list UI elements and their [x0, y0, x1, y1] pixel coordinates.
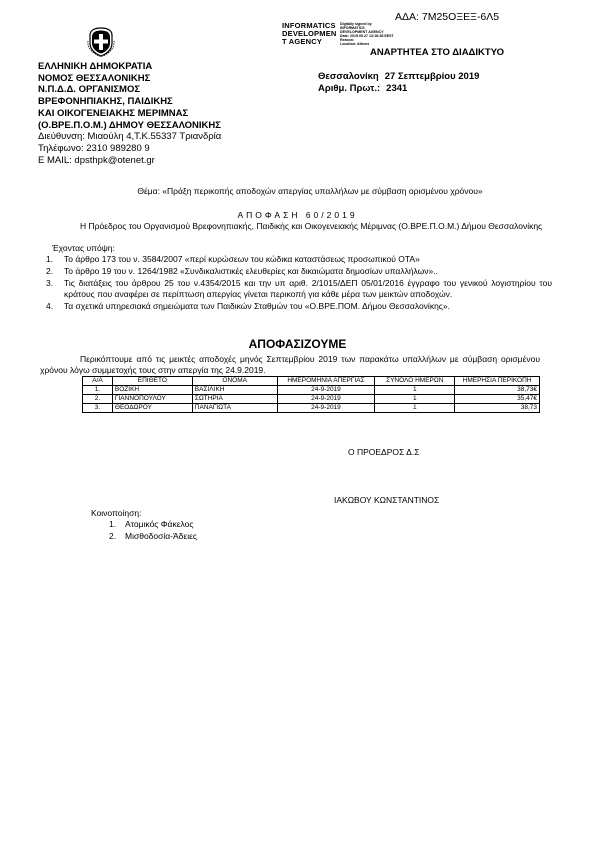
considerations-list	[40, 254, 552, 313]
table-header-row	[83, 377, 540, 386]
list-item: 2. Το άρθρο 19 του ν. 1264/1982 «Συνδικαλιστικές ελευθερίες και δικαιώματα δημοσίων υπαλλήλων»..	[46, 266, 439, 276]
intro-paragraph: Η Πρόεδρος του Οργανισμού Βρεφονηπιακής, Παιδικής και Οικογενειακής Μέριμνας (Ο.ΒΡΕ.Π.Ο.Μ.) Δήμου Θεσσαλονίκης	[80, 221, 543, 231]
president-title: Ο ΠΡΟΕΔΡΟΣ Δ.Σ	[348, 447, 420, 457]
cc-label: Κοινοποίηση:	[91, 508, 142, 518]
sender-phone: Τηλέφωνο: 2310 989280 9	[38, 142, 150, 154]
sender-block: ΕΛΛΗΝΙΚΗ ΔΗΜΟΚΡΑΤΙΑ ΝΟΜΟΣ ΘΕΣΣΑΛΟΝΙΚΗΣ Ν.Π.Δ.Δ. ΟΡΓΑΝΙΣΜΟΣ ΒΡΕΦΟΝΗΠΙΑΚΗΣ, ΠΑΙΔΙΚΗΣ ΚΑΙ ΟΙΚΟΓΕΝΕΙΑΚΗΣ ΜΕΡΙΜΝΑΣ (Ο.ΒΡΕ.Π.Ο.Μ.) ΔΗΜΟΥ ΘΕΣΣΑΛΟΝΙΚΗΣ Διεύθυνση: Μιαούλη 4,Τ.Κ.55337 Τριανδρία Τηλέφωνο: 2310 989280 9 E MAIL: dpsthpk@otenet.gr	[38, 61, 222, 166]
deduction-table	[82, 376, 540, 413]
place-date-block	[318, 71, 479, 95]
decide-heading: ΑΠΟΦΑΣΙΖΟΥΜΕ	[248, 337, 347, 351]
signer-name: ΙΑΚΩΒΟΥ ΚΩΝΣΤΑΝΤΙΝΟΣ	[334, 495, 440, 505]
col-header: ΣΥΝΟΛΟ ΗΜΕΡΩΝ	[375, 377, 455, 386]
digital-signature-block: Digitally signed by INFORMATICS DEVELOPMENT AGENCY Date: 2019.09.27 13:18:38 EEST Reason: Location: Athens	[340, 22, 394, 46]
col-header: ΗΜΕΡΗΣΙΑ ΠΕΡΙΚΟΠΗ	[455, 377, 540, 386]
list-item: 1. Ατομικός Φάκελος	[109, 519, 194, 529]
col-header: ΟΝΟΜΑ	[192, 377, 277, 386]
greek-emblem-icon	[86, 27, 116, 57]
protocol-label: Αριθμ. Πρωτ.:	[318, 83, 381, 94]
subject: Θέμα: «Πράξη περικοπής αποδοχών απεργίας υπαλλήλων με σύμβαση ορισμένου χρόνου»	[137, 186, 483, 196]
col-header: ΕΠΙΘΕΤΟ	[112, 377, 192, 386]
list-item: 1. Το άρθρο 173 του ν. 3584/2007 «περί κυρώσεων του κώδικα καταστάσεως προσωπικού ΟΤΑ»	[46, 254, 420, 264]
infodev-label: INFORMATICS DEVELOPMEN T AGENCY	[282, 21, 337, 46]
table-row: 1. ΒΟΖΙΚΗ ΒΑΣΙΛΙΚΗ 24-9-2019 1 38,73€	[83, 386, 540, 395]
sender-email: E MAIL: dpsthpk@otenet.gr	[38, 154, 155, 166]
protocol-number: 2341	[386, 83, 408, 94]
col-header: ΗΜΕΡΟΜΗΝΙΑ ΑΠΕΡΓΙΑΣ	[277, 377, 375, 386]
city: Θεσσαλονίκη	[318, 71, 379, 82]
having-label: Έχοντας υπόψη:	[52, 243, 115, 253]
col-header: Α/Α	[83, 377, 113, 386]
deduction-paragraph: Περικόπτουμε από τις μεικτές αποδοχές μηνός Σεπτεμβρίου 2019 των παρακάτω υπαλλήλων με σύμβαση ορισμένου χρόνου λόγω συμμετοχής τους στην απεργία της 24.9.2019.	[40, 354, 540, 375]
list-item: 3. Τις διατάξεις του άρθρου 25 του ν.4354/2015 και την υπ αριθ. 2/1015/ΔΕΠ 05/01/2016 έγγραφο του γενικού λογιστηρίου του κράτους που αναφέρει σε περίπτωση απεργίας γίνεται περικοπή για κάθε μέρα των μεικτών αποδοχών.	[46, 278, 552, 299]
decision-title: ΑΠΟΦΑΣΗ 60/2019	[237, 210, 358, 220]
post-note: ΑΝΑΡΤΗΤΕΑ ΣΤΟ ΔΙΑΔΙΚΤΥΟ	[370, 47, 505, 58]
list-item: 2. Μισθοδοσία-Άδειες	[109, 530, 197, 541]
sender-address: Διεύθυνση: Μιαούλη 4,Τ.Κ.55337 Τριανδρία	[38, 131, 222, 143]
doc-date: 27 Σεπτεμβρίου 2019	[384, 71, 480, 82]
list-item: 4. Τα σχετικά υπηρεσιακά σημειώματα των Παιδικών Σταθμών του «Ο.ΒΡΕ.ΠΟΜ. Δήμου Θεσσαλονίκης».	[46, 301, 450, 311]
table-row: 3. ΘΕΟΔΩΡΟΥ ΠΑΝΑΓΙΩΤΑ 24-9-2019 1 38,73	[83, 404, 540, 413]
ada-code: ΑΔΑ: 7Μ25ΟΞΕΞ-6Λ5	[395, 11, 500, 23]
table-row: 2. ΓΙΑΝΝΟΠΟΥΛΟΥ ΣΩΤΗΡΙΑ 24-9-2019 1 35,47€	[83, 395, 540, 404]
cc-list	[109, 519, 197, 542]
